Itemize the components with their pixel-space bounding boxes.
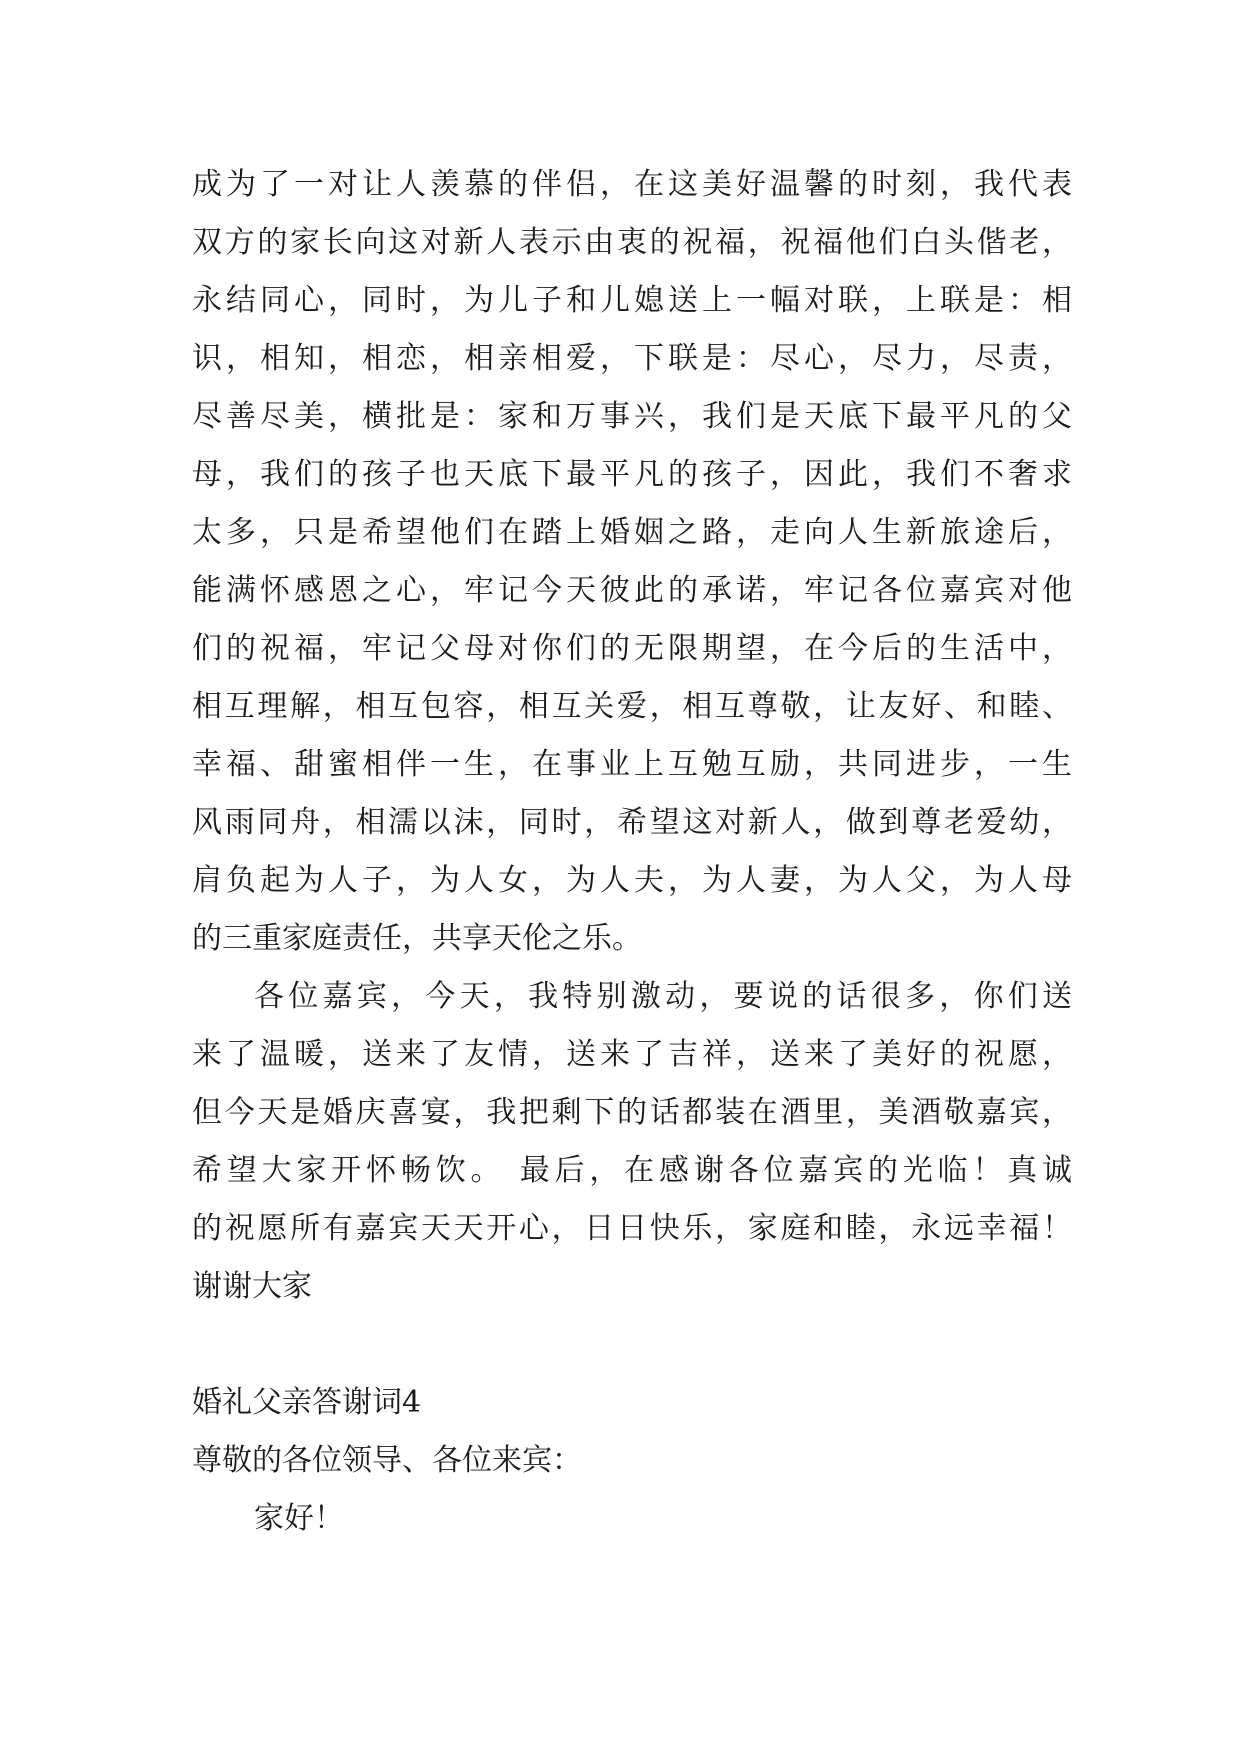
text-line: 肩负起为人子，为人女，为人夫，为人妻，为人父，为人母 <box>192 863 1072 898</box>
text-line: 相互理解，相互包容，相互关爱，相互尊敬，让友好、和睦、 <box>192 689 1072 724</box>
text-line: 太多，只是希望他们在踏上婚姻之路，走向人生新旅途后， <box>192 515 1072 550</box>
text-line: 风雨同舟，相濡以沫，同时，希望这对新人，做到尊老爱幼， <box>192 805 1072 840</box>
text-line: 能满怀感恩之心，牢记今天彼此的承诺，牢记各位嘉宾对他 <box>192 573 1072 608</box>
text-line: 们的祝福，牢记父母对你们的无限期望，在今后的生活中， <box>192 631 1072 666</box>
text-line: 识，相知，相恋，相亲相爱，下联是：尽心，尽力，尽责， <box>192 341 1072 376</box>
text-line: 成为了一对让人羡慕的伴侣，在这美好温馨的时刻，我代表 <box>192 167 1072 202</box>
text-line: 谢谢大家 <box>192 1269 312 1304</box>
text-line: 永结同心，同时，为儿子和儿媳送上一幅对联，上联是：相 <box>192 283 1072 318</box>
text-line: 但今天是婚庆喜宴，我把剩下的话都装在酒里，美酒敬嘉宾， <box>192 1095 1072 1130</box>
text-line: 的三重家庭责任，共享天伦之乐。 <box>192 921 642 956</box>
text-line: 双方的家长向这对新人表示由衷的祝福，祝福他们白头偕老， <box>192 225 1072 260</box>
text-line: 尽善尽美，横批是：家和万事兴，我们是天底下最平凡的父 <box>192 399 1072 434</box>
text-line: 母，我们的孩子也天底下最平凡的孩子，因此，我们不奢求 <box>192 457 1072 492</box>
greeting: 家好！ <box>254 1501 344 1536</box>
text-line: 来了温暖，送来了友情，送来了吉祥，送来了美好的祝愿， <box>192 1037 1072 1072</box>
text-line: 的祝愿所有嘉宾天天开心，日日快乐，家庭和睦，永远幸福！ <box>192 1211 1072 1246</box>
salutation: 尊敬的各位领导、各位来宾： <box>192 1443 582 1478</box>
section-title: 婚礼父亲答谢词4 <box>192 1385 422 1420</box>
text-line: 各位嘉宾，今天，我特别激动，要说的话很多，你们送 <box>254 979 1072 1014</box>
text-line: 希望大家开怀畅饮。 最后，在感谢各位嘉宾的光临！真诚 <box>192 1153 1072 1188</box>
text-line: 幸福、甜蜜相伴一生，在事业上互勉互励，共同进步，一生 <box>192 747 1072 782</box>
